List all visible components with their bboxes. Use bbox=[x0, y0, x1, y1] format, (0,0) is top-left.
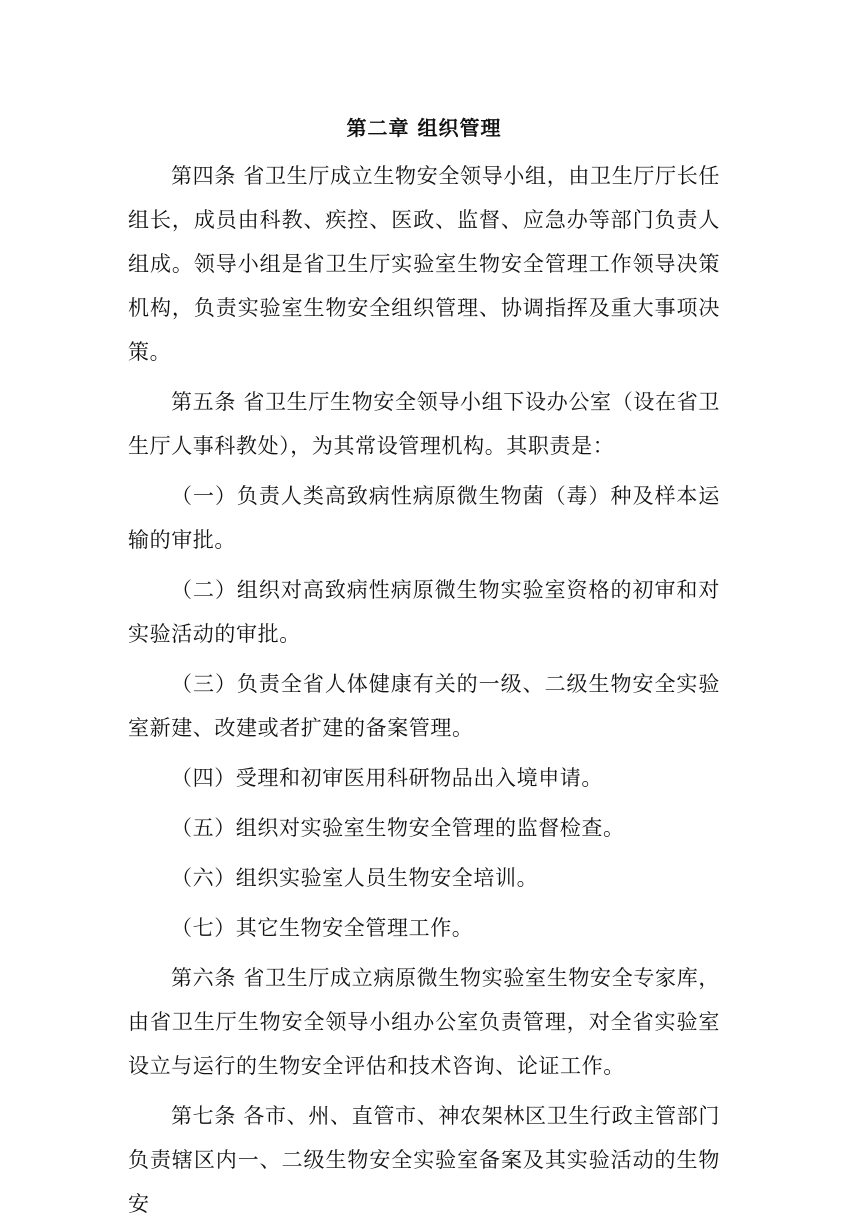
duty-item-7: （七）其它生物安全管理工作。 bbox=[171, 916, 474, 940]
duty-item-3: （三）负责全省人体健康有关的一级、二级生物安全实验室新建、改建或者扩建的备案管理。 bbox=[128, 672, 720, 740]
duty-item-2: （二）组织对高致病性病原微生物实验室资格的初审和对实验活动的审批。 bbox=[128, 578, 720, 646]
duty-item-6: （六）组织实验室人员生物安全培训。 bbox=[171, 866, 539, 890]
duty-item-4: （四）受理和初审医用科研物品出入境申请。 bbox=[171, 766, 603, 790]
article-4-paragraph: 第四条 省卫生厅成立生物安全领导小组，由卫生厅厅长任组长，成员由科教、疾控、医政、监督、应急办等部门负责人组成。领导小组是省卫生厅实验室生物安全管理工作领导决策机构，负责实验室生物安全组织管理、协调指挥及重大事项决策。 bbox=[128, 164, 720, 364]
duty-item-5: （五）组织对实验室生物安全管理的监督检查。 bbox=[171, 816, 625, 840]
chapter-title: 第二章 组织管理 bbox=[346, 116, 502, 140]
article-6-paragraph: 第六条 省卫生厅成立病原微生物实验室生物安全专家库，由省卫生厅生物安全领导小组办公室负责管理，对全省实验室设立与运行的生物安全评估和技术咨询、论证工作。 bbox=[128, 966, 720, 1078]
document-page bbox=[128, 108, 720, 1232]
article-5-paragraph: 第五条 省卫生厅生物安全领导小组下设办公室（设在省卫生厅人事科教处），为其常设管理机构。其职责是： bbox=[128, 390, 720, 458]
duty-item-1: （一）负责人类高致病性病原微生物菌（毒）种及样本运输的审批。 bbox=[128, 484, 720, 552]
article-7-paragraph: 第七条 各市、州、直管市、神农架林区卫生行政主管部门负责辖区内一、二级生物安全实验室备案及其实验活动的生物安 bbox=[128, 1104, 720, 1216]
